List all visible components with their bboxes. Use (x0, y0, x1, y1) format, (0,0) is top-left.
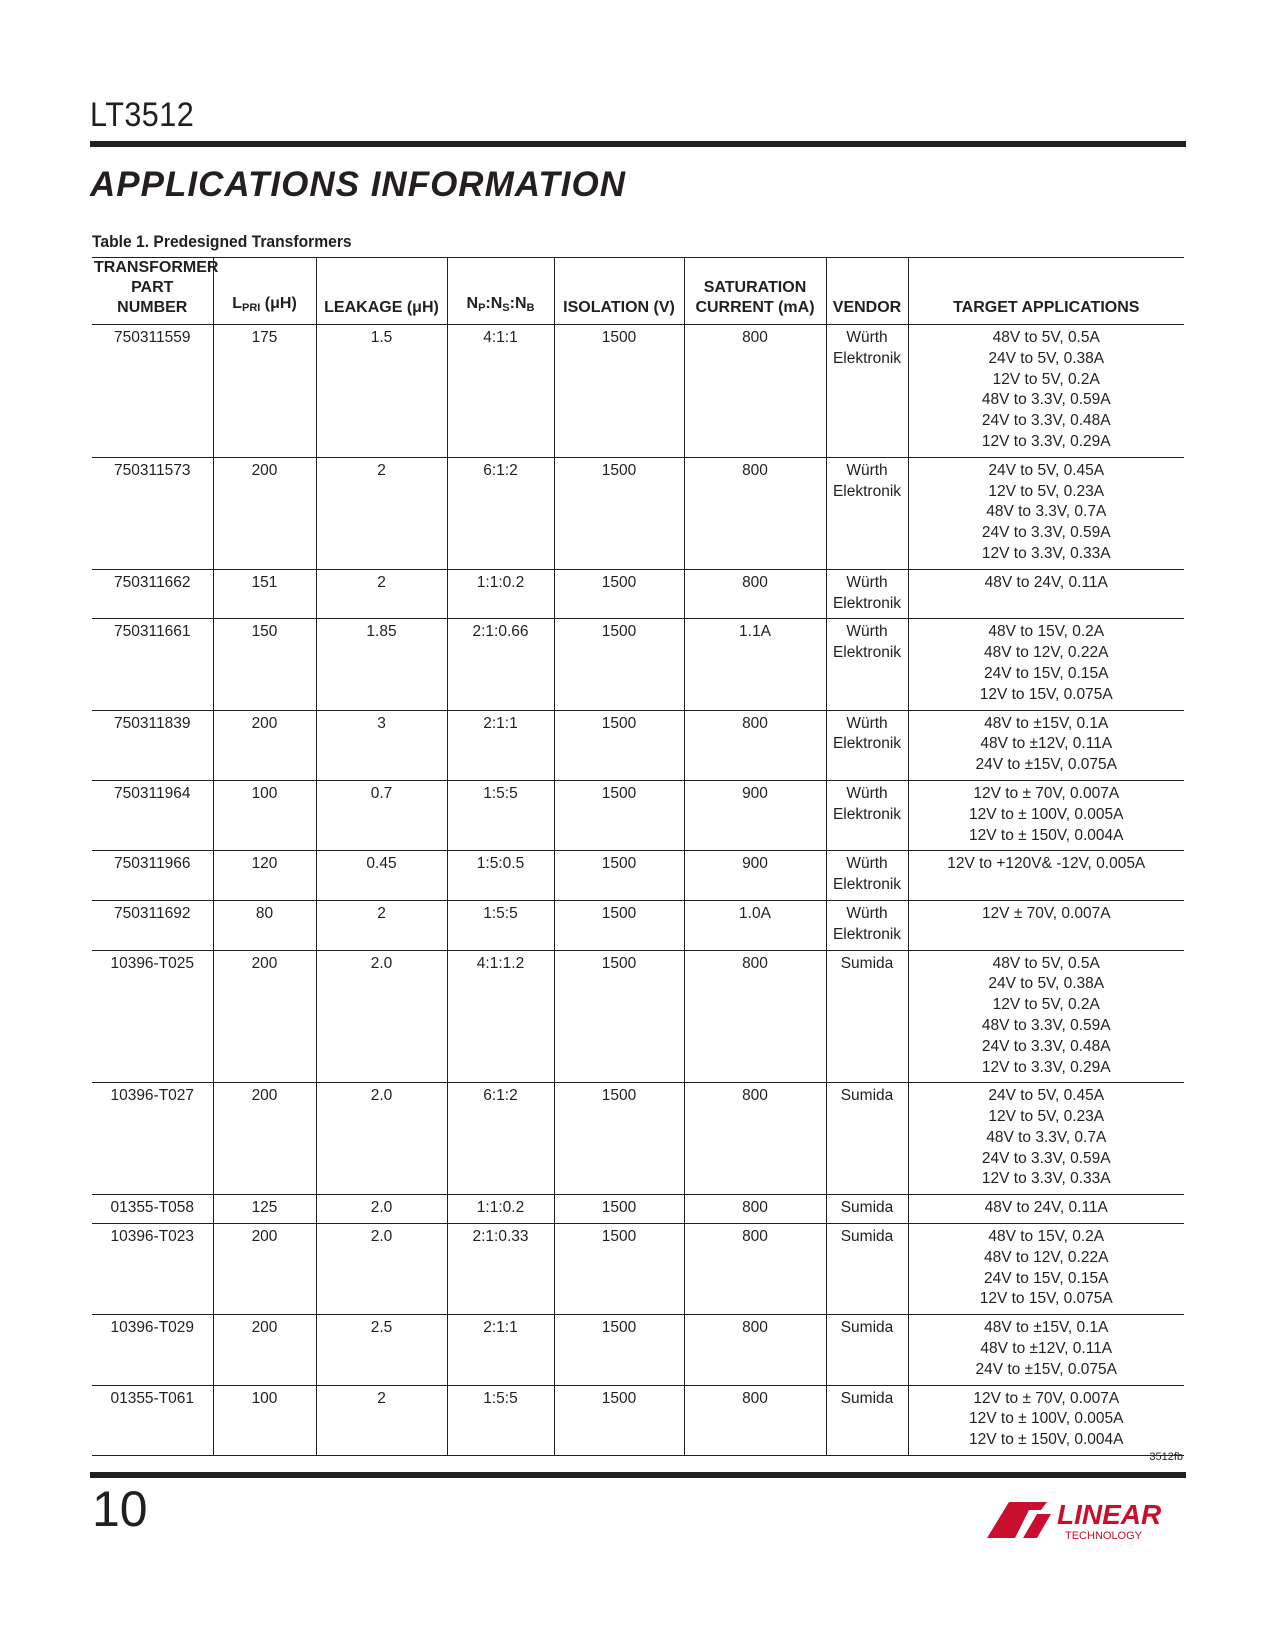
cell-lpri: 200 (213, 457, 316, 569)
cell-saturation: 900 (684, 851, 826, 901)
cell-target-applications (908, 1195, 1184, 1224)
target-application: 48V to 5V, 0.5A (992, 329, 1100, 346)
target-application: 12V to 3.3V, 0.29A (981, 432, 1111, 450)
ratio-ns: :N (485, 295, 503, 312)
target-application: 48V to ±12V, 0.11A (980, 1340, 1113, 1358)
cell-target-applications (908, 1224, 1184, 1315)
table-body (92, 325, 1184, 1456)
cell-isolation: 1500 (554, 569, 684, 619)
cell-part: 10396-T027 (110, 1087, 195, 1105)
vendor-name: Würth Elektronik (832, 573, 902, 612)
bottom-rule (90, 1472, 1186, 1478)
target-application: 24V to ±15V, 0.075A (975, 756, 1118, 774)
table-row (92, 325, 1184, 458)
target-application: 48V to 3.3V, 0.59A (981, 391, 1111, 409)
logo-brand-text: LINEAR (1057, 1499, 1162, 1530)
target-application: 48V to 3.3V, 0.7A (986, 1128, 1107, 1146)
cell-part: 10396-T025 (110, 954, 195, 972)
cell-lpri: 175 (213, 325, 316, 458)
vendor-name: Sumida (840, 1228, 894, 1246)
cell-target-applications (908, 1083, 1184, 1195)
cell-target-applications (908, 1315, 1184, 1385)
target-application: 12V to 5V, 0.2A (992, 996, 1100, 1014)
cell-saturation: 800 (684, 325, 826, 458)
cell-leakage: 2.0 (316, 950, 447, 1083)
cell-target-applications (908, 710, 1184, 780)
cell-vendor (826, 619, 908, 710)
target-application: 48V to 24V, 0.11A (984, 573, 1108, 591)
cell-target-applications (908, 325, 1184, 458)
cell-ratio: 6:1:2 (447, 1083, 554, 1195)
vendor-name: Sumida (840, 1199, 894, 1217)
target-application: 12V to ± 150V, 0.004A (969, 826, 1124, 844)
cell-vendor (826, 1083, 908, 1195)
cell-ratio: 1:5:0.5 (447, 851, 554, 901)
cell-ratio: 4:1:1 (447, 325, 554, 458)
cell-ratio: 2:1:0.66 (447, 619, 554, 710)
cell-part: 10396-T023 (110, 1228, 195, 1246)
cell-ratio: 4:1:1.2 (447, 950, 554, 1083)
cell-saturation: 800 (684, 950, 826, 1083)
table-header-row (92, 258, 1184, 325)
cell-isolation: 1500 (554, 851, 684, 901)
cell-saturation: 800 (684, 1083, 826, 1195)
target-application: 12V to 15V, 0.075A (979, 685, 1113, 703)
cell-isolation: 1500 (554, 950, 684, 1083)
cell-part: 10396-T029 (110, 1319, 195, 1337)
lpri-unit: (μH) (260, 295, 297, 312)
target-application: 12V to ± 70V, 0.007A (973, 784, 1120, 802)
cell-target-applications (908, 619, 1184, 710)
col-header-sat-line2: CURRENT (mA) (695, 299, 815, 316)
target-application: 24V to 3.3V, 0.59A (981, 524, 1111, 542)
cell-vendor (826, 1224, 908, 1315)
logo-mark-icon (987, 1502, 1051, 1538)
table-row (92, 457, 1184, 569)
target-application: 48V to 15V, 0.2A (988, 623, 1105, 641)
table-row (92, 780, 1184, 850)
document-code: 3512fb (1149, 1451, 1183, 1463)
cell-isolation: 1500 (554, 780, 684, 850)
target-application: 24V to 3.3V, 0.48A (981, 412, 1111, 430)
target-application: 48V to ±15V, 0.1A (984, 1319, 1109, 1337)
col-header-target: TARGET APPLICATIONS (908, 258, 1184, 325)
target-application: 24V to 5V, 0.38A (988, 975, 1105, 993)
cell-target-applications (908, 950, 1184, 1083)
target-application: 48V to 15V, 0.2A (988, 1228, 1105, 1246)
cell-ratio: 1:1:0.2 (447, 569, 554, 619)
cell-part: 750311661 (114, 623, 191, 641)
ratio-nb: :N (509, 295, 527, 312)
cell-vendor (826, 1385, 908, 1455)
cell-isolation: 1500 (554, 1083, 684, 1195)
cell-ratio: 1:5:5 (447, 780, 554, 850)
cell-part: 750311964 (114, 784, 191, 802)
section-title: APPLICATIONS INFORMATION (90, 165, 627, 204)
lpri-subscript: PRI (241, 302, 261, 314)
target-application: 24V to 3.3V, 0.48A (981, 1037, 1111, 1055)
cell-leakage: 2.0 (316, 1083, 447, 1195)
cell-lpri: 100 (213, 780, 316, 850)
vendor-name: Sumida (840, 1087, 894, 1105)
target-application: 12V to +120V& -12V, 0.005A (947, 855, 1146, 873)
cell-ratio: 2:1:1 (447, 1315, 554, 1385)
top-rule (90, 141, 1186, 147)
vendor-name: Würth Elektronik (832, 329, 902, 367)
linear-technology-logo (985, 1494, 1185, 1544)
cell-lpri: 100 (213, 1385, 316, 1455)
target-application: 48V to 12V, 0.22A (984, 1248, 1109, 1266)
cell-target-applications (908, 569, 1184, 619)
cell-ratio: 1:1:0.2 (447, 1195, 554, 1224)
target-application: 24V to 3.3V, 0.59A (981, 1149, 1111, 1167)
vendor-name: Würth Elektronik (832, 904, 902, 943)
cell-vendor (826, 1195, 908, 1224)
cell-part: 750311573 (114, 461, 191, 479)
col-header-vendor: VENDOR (826, 258, 908, 325)
cell-leakage: 2 (316, 900, 447, 950)
cell-target-applications (908, 900, 1184, 950)
cell-leakage: 2 (316, 1385, 447, 1455)
cell-lpri: 80 (213, 900, 316, 950)
cell-ratio: 1:5:5 (447, 900, 554, 950)
cell-leakage: 2 (316, 569, 447, 619)
cell-vendor (826, 457, 908, 569)
cell-vendor (826, 325, 908, 458)
cell-isolation: 1500 (554, 900, 684, 950)
target-application: 12V to 3.3V, 0.29A (981, 1058, 1111, 1076)
cell-ratio: 1:5:5 (447, 1385, 554, 1455)
cell-part: 750311692 (114, 904, 191, 922)
cell-vendor (826, 569, 908, 619)
cell-lpri: 200 (213, 950, 316, 1083)
target-application: 24V to 5V, 0.45A (988, 1087, 1105, 1105)
target-application: 24V to 15V, 0.15A (984, 1269, 1109, 1287)
target-application: 48V to ±15V, 0.1A (984, 714, 1109, 732)
cell-lpri: 200 (213, 1224, 316, 1315)
table-row (92, 569, 1184, 619)
cell-part: 750311559 (114, 329, 191, 346)
cell-leakage: 2.5 (316, 1315, 447, 1385)
target-application: 48V to ±12V, 0.11A (980, 735, 1113, 753)
target-application: 12V to ± 70V, 0.007A (973, 1389, 1120, 1407)
cell-saturation: 800 (684, 457, 826, 569)
cell-leakage: 0.7 (316, 780, 447, 850)
table-row (92, 1083, 1184, 1195)
col-header-part-number (92, 258, 219, 325)
table-caption: Table 1. Predesigned Transformers (92, 232, 352, 251)
cell-isolation: 1500 (554, 1195, 684, 1224)
cell-vendor (826, 851, 908, 901)
cell-isolation: 1500 (554, 710, 684, 780)
col-header-isolation: ISOLATION (V) (554, 258, 684, 325)
target-application: 48V to 5V, 0.5A (992, 954, 1100, 972)
cell-part: 01355-T058 (110, 1199, 195, 1217)
table-row (92, 1224, 1184, 1315)
col-header-sat-line1: SATURATION (703, 279, 807, 296)
ratio-np-sub: P (478, 302, 486, 314)
cell-saturation: 800 (684, 1315, 826, 1385)
target-application: 12V to 5V, 0.23A (988, 482, 1105, 500)
cell-lpri: 151 (213, 569, 316, 619)
cell-ratio: 2:1:1 (447, 710, 554, 780)
target-application: 24V to 15V, 0.15A (984, 664, 1109, 682)
cell-isolation: 1500 (554, 325, 684, 458)
cell-ratio: 2:1:0.33 (447, 1224, 554, 1315)
table-row (92, 900, 1184, 950)
target-application: 48V to 3.3V, 0.59A (981, 1016, 1111, 1034)
col-header-lpri (213, 258, 316, 325)
cell-leakage: 2 (316, 457, 447, 569)
target-application: 24V to 5V, 0.45A (988, 461, 1105, 479)
cell-leakage: 2.0 (316, 1195, 447, 1224)
cell-isolation: 1500 (554, 1315, 684, 1385)
ratio-ns-sub: S (502, 302, 510, 314)
cell-saturation: 900 (684, 780, 826, 850)
cell-target-applications (908, 851, 1184, 901)
target-application: 12V to 15V, 0.075A (979, 1290, 1113, 1308)
vendor-name: Sumida (840, 954, 894, 972)
vendor-name: Sumida (840, 1319, 894, 1337)
vendor-name: Würth Elektronik (832, 461, 902, 500)
target-application: 12V to 5V, 0.23A (988, 1108, 1105, 1126)
cell-vendor (826, 1315, 908, 1385)
cell-lpri: 200 (213, 1083, 316, 1195)
col-header-saturation (684, 258, 826, 325)
cell-saturation: 800 (684, 1195, 826, 1224)
cell-lpri: 125 (213, 1195, 316, 1224)
target-application: 48V to 3.3V, 0.7A (986, 503, 1107, 521)
cell-saturation: 1.0A (684, 900, 826, 950)
cell-vendor (826, 950, 908, 1083)
ratio-nb-sub: B (526, 302, 535, 314)
cell-vendor (826, 710, 908, 780)
cell-target-applications (908, 457, 1184, 569)
table-row (92, 1315, 1184, 1385)
target-application: 48V to 24V, 0.11A (984, 1199, 1108, 1217)
vendor-name: Würth Elektronik (832, 714, 902, 753)
target-application: 48V to 12V, 0.22A (984, 644, 1109, 662)
cell-isolation: 1500 (554, 457, 684, 569)
vendor-name: Sumida (840, 1389, 894, 1407)
cell-leakage: 3 (316, 710, 447, 780)
cell-lpri: 200 (213, 710, 316, 780)
vendor-name: Würth Elektronik (832, 784, 902, 823)
part-number-title: LT3512 (90, 96, 195, 134)
target-application: 12V to 3.3V, 0.33A (981, 544, 1111, 562)
table-row (92, 851, 1184, 901)
cell-saturation: 800 (684, 1224, 826, 1315)
cell-vendor (826, 780, 908, 850)
vendor-name: Würth Elektronik (832, 623, 902, 662)
transformer-table (92, 257, 1184, 1456)
cell-vendor (826, 900, 908, 950)
cell-part: 750311966 (114, 855, 191, 873)
cell-leakage: 0.45 (316, 851, 447, 901)
target-application: 12V ± 70V, 0.007A (981, 904, 1111, 922)
cell-leakage: 1.5 (316, 325, 447, 458)
cell-leakage: 1.85 (316, 619, 447, 710)
cell-part: 01355-T061 (110, 1389, 195, 1407)
cell-isolation: 1500 (554, 619, 684, 710)
cell-isolation: 1500 (554, 1385, 684, 1455)
target-application: 24V to ±15V, 0.075A (975, 1360, 1118, 1378)
col-header-turns-ratio (447, 258, 554, 325)
target-application: 12V to 5V, 0.2A (992, 370, 1100, 388)
target-application: 24V to 5V, 0.38A (988, 349, 1105, 367)
page-number: 10 (92, 1481, 148, 1537)
vendor-name: Würth Elektronik (832, 855, 902, 894)
table-row (92, 619, 1184, 710)
table-row (92, 710, 1184, 780)
cell-saturation: 800 (684, 710, 826, 780)
table-row (92, 1195, 1184, 1224)
cell-target-applications (908, 1385, 1184, 1455)
lpri-symbol: L (232, 295, 242, 312)
cell-saturation: 1.1A (684, 619, 826, 710)
cell-target-applications (908, 780, 1184, 850)
cell-lpri: 120 (213, 851, 316, 901)
target-application: 12V to ± 100V, 0.005A (969, 805, 1124, 823)
target-application: 12V to ± 100V, 0.005A (969, 1410, 1124, 1428)
cell-part: 750311839 (114, 714, 191, 732)
cell-leakage: 2.0 (316, 1224, 447, 1315)
cell-part: 750311662 (114, 573, 191, 591)
ratio-np: N (466, 295, 479, 312)
logo-sub-text: TECHNOLOGY (1065, 1530, 1143, 1542)
target-application: 12V to ± 150V, 0.004A (969, 1431, 1124, 1449)
table-row (92, 950, 1184, 1083)
col-header-leakage: LEAKAGE (μH) (316, 258, 447, 325)
target-application: 12V to 3.3V, 0.33A (981, 1170, 1111, 1188)
cell-lpri: 150 (213, 619, 316, 710)
cell-saturation: 800 (684, 569, 826, 619)
table-row (92, 1385, 1184, 1455)
col-header-part-line1: TRANSFORMER (94, 259, 219, 276)
cell-saturation: 800 (684, 1385, 826, 1455)
cell-ratio: 6:1:2 (447, 457, 554, 569)
cell-lpri: 200 (213, 1315, 316, 1385)
col-header-part-line2: PART NUMBER (117, 279, 188, 316)
cell-isolation: 1500 (554, 1224, 684, 1315)
